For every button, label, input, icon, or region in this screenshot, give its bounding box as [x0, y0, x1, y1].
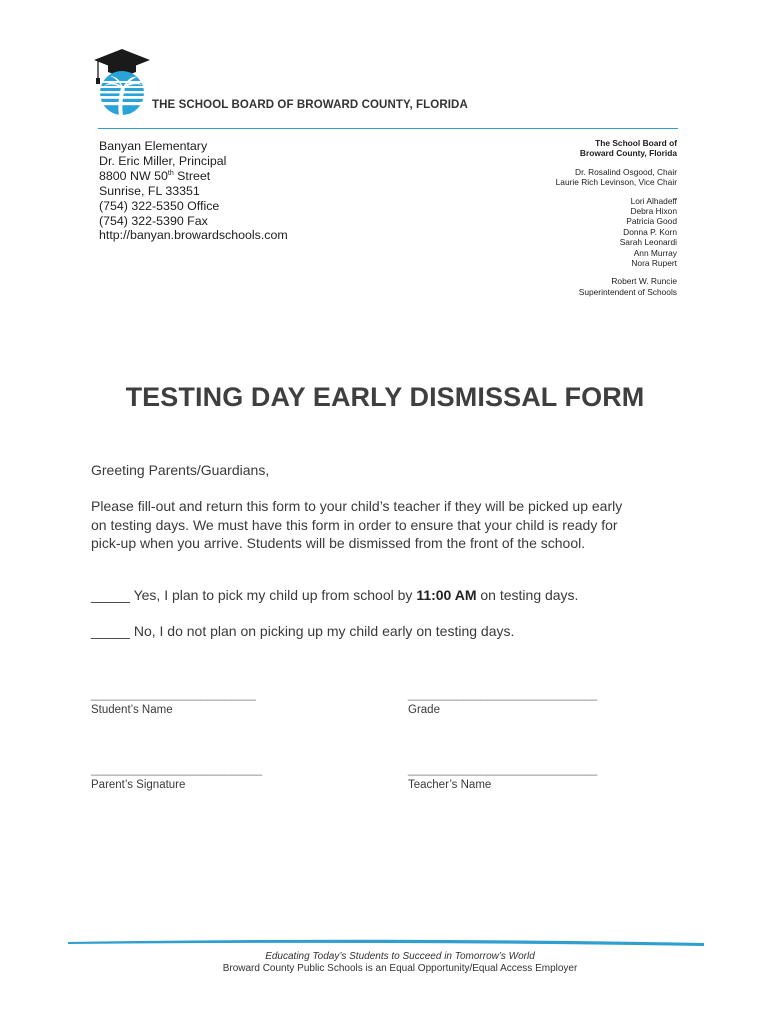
header-divider	[98, 128, 678, 129]
parent-signature-line[interactable]: ____________________________	[91, 764, 262, 776]
parent-signature-field	[91, 765, 262, 791]
school-city: Sunrise, FL 33351	[99, 183, 200, 198]
board-header-title: THE SCHOOL BOARD OF BROWARD COUNTY, FLORIDA	[152, 99, 468, 111]
school-street-address: 8800 NW 50th Street	[99, 168, 211, 183]
school-website-link[interactable]: http://banyan.browardschools.com	[99, 228, 288, 243]
board-member: Nora Rupert	[631, 258, 677, 269]
school-name: Banyan Elementary	[99, 139, 208, 153]
grade-line[interactable]: _______________________________	[408, 689, 597, 701]
board-member: Donna P. Korn	[623, 226, 677, 237]
grade-label: Grade	[408, 704, 440, 716]
greeting: Greeting Parents/Guardians,	[91, 462, 270, 478]
teacher-name-line[interactable]: _______________________________	[408, 764, 597, 776]
option-yes-suffix: on testing days.	[476, 587, 579, 603]
option-yes-text: Yes, I plan to pick my child up from school by	[129, 587, 417, 603]
board-member: Patricia Good	[626, 216, 677, 227]
parent-signature-label: Parent’s Signature	[91, 779, 186, 791]
board-member: Sarah Leonardi	[619, 237, 677, 248]
instructions-paragraph	[91, 497, 691, 553]
instructions-line: pick-up when you arrive. Students will be dismissed from the front of the school.	[91, 535, 586, 551]
grade-field	[408, 690, 597, 716]
superintendent-title: Superintendent of Schools	[578, 286, 677, 297]
option-yes	[91, 587, 578, 603]
teacher-name-label: Teacher’s Name	[408, 779, 492, 791]
form-title: TESTING DAY EARLY DISMISSAL FORM	[125, 382, 645, 412]
footer	[0, 951, 770, 974]
instructions-line: Please fill-out and return this form to your child’s teacher if they will be picked up early	[91, 498, 623, 514]
board-title-line2: Broward County, Florida	[579, 148, 677, 159]
option-no-text: No, I do not plan on picking up my child early on testing days.	[129, 623, 515, 639]
principal-name: Dr. Eric Miller, Principal	[99, 153, 227, 168]
footer-motto: Educating Today’s Students to Succeed in Tomorrow’s World	[265, 951, 535, 962]
superintendent-name: Robert W. Runcie	[611, 276, 677, 287]
fax-number: (754) 322-5390 Fax	[99, 213, 208, 228]
pickup-time: 11:00 AM	[416, 587, 477, 603]
board-members-block	[556, 138, 677, 297]
school-board-logo	[88, 46, 156, 120]
option-yes-blank[interactable]: _____	[91, 587, 130, 603]
student-name-label: Student’s Name	[91, 704, 173, 716]
graduation-cap-icon	[94, 49, 150, 71]
student-name-line[interactable]: ___________________________	[91, 689, 256, 701]
board-member: Debra Hixon	[630, 206, 677, 217]
board-chair: Dr. Rosalind Osgood, Chair	[575, 166, 677, 177]
school-contact-block	[99, 139, 288, 243]
instructions-line: on testing days. We must have this form in order to ensure that your child is ready for	[91, 516, 618, 533]
board-member: Ann Murray	[633, 247, 677, 258]
office-phone: (754) 322-5350 Office	[99, 198, 220, 213]
board-vice-chair: Laurie Rich Levinson, Vice Chair	[555, 177, 677, 188]
student-name-field	[91, 690, 256, 716]
option-no-blank[interactable]: _____	[91, 623, 130, 639]
board-title-line1: The School Board of	[595, 138, 677, 148]
footer-eeo-statement: Broward County Public Schools is an Equal Opportunity/Equal Access Employer	[222, 962, 578, 974]
board-member: Lori Alhadeff	[630, 195, 677, 206]
teacher-name-field	[408, 765, 597, 791]
option-no	[91, 623, 514, 639]
footer-swoosh	[68, 936, 704, 950]
